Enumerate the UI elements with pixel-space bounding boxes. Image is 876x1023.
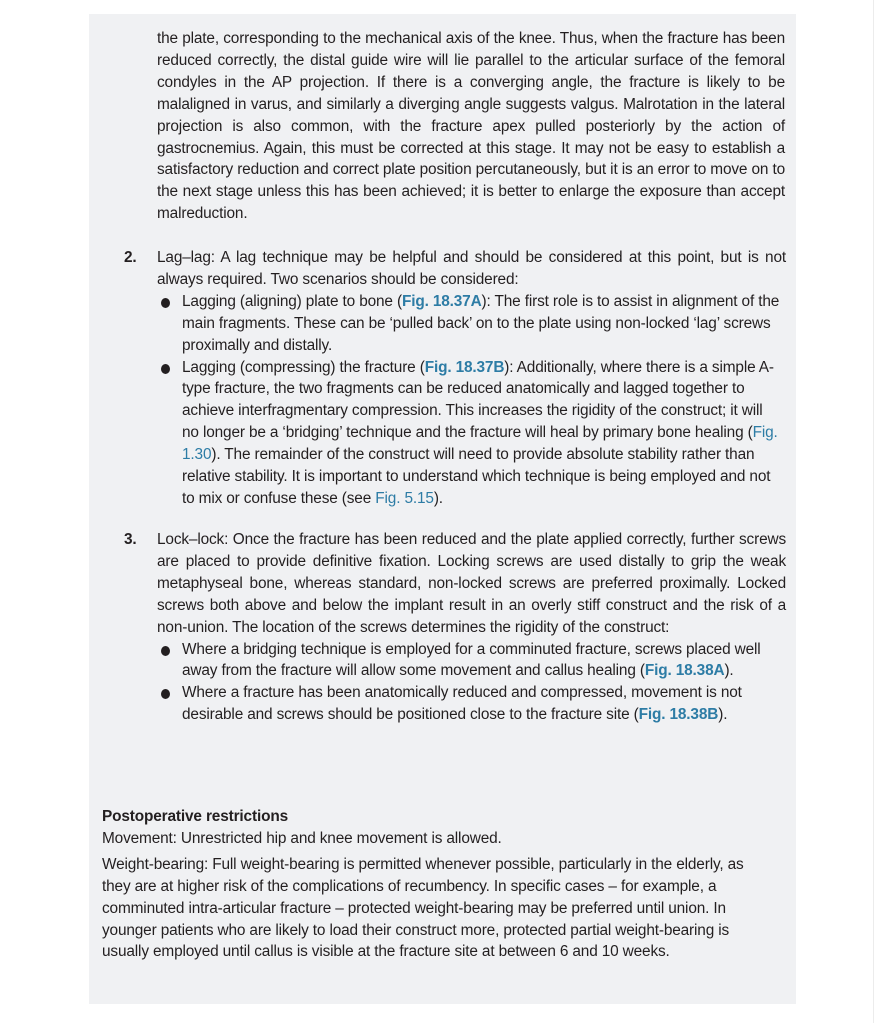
bullet-text: Where a fracture has been anatomically reduced and compressed, movement is not desirable and screws should be positioned close to the fracture site ( [182,684,742,724]
item-number: 2. [124,249,137,266]
postoperative-section [102,806,762,967]
continuation-paragraph: the plate, corresponding to the mechanical axis of the knee. Thus, when the fracture has been reduced correctly, the distal guide wire will lie parallel to the articular surface of the femoral condyles in the AP projection. If there is a converging angle, the fracture is likely to be malaligned in varus, and similarly a diverging angle suggests valgus. Malrotation in the lateral projection is also common, with the fracture apex pulled posteriorly by the action of gastrocnemius. Again, this must be corrected at this stage. It may not be easy to establish a satisfactory reduction and correct plate position percutaneously, but it is an error to move on to the next stage unless this has been achieved; it is better to enlarge the exposure than accept malreduction. [157,30,785,223]
bullet-icon [161,689,170,699]
bullet-text: ). [433,489,443,507]
bullet-text: ). [718,706,728,724]
bullet-icon [161,646,170,656]
bullet-text: Lagging (compressing) the fracture ( [182,358,425,376]
bullet-text: Lagging (aligning) plate to bone ( [182,292,402,310]
bullet-text: ). [724,662,734,680]
numbered-item-lock-lock [124,529,786,726]
bullet-item [154,357,786,510]
section-heading: Postoperative restrictions [102,808,288,825]
item-text: Lock–lock: Once the fracture has been reduced and the plate applied correctly, further screws are placed to provide definitive fixation. Locking screws are used distally to grip the weak metaphyseal bone, whereas standard, non-locked screws are preferred proximally. Locked screws both above and below the implant result in an overly stiff construct and the risk of a non-union. The location of the screws determines the rigidity of the construct: [157,531,786,636]
page-edge-rule [873,0,874,1023]
bullet-item [154,291,786,357]
weight-bearing-paragraph: Weight-bearing: Full weight-bearing is permitted whenever possible, particularly in the elderly, as they are at higher risk of the complications of recumbency. In specific cases – for example, a comminuted intra-articular fracture – protected weight-bearing may be preferred until union. In younger patients who are likely to load their construct more, protected partial weight-bearing is usually employed until callus is visible at the fracture site at between 6 and 10 weeks. [102,855,744,961]
item-text: Lag–lag: A lag technique may be helpful and should be considered at this point, but is not always required. Two scenarios should be considered: [157,249,786,288]
bullet-text: ): The first role is to assist in alignment of the main fragments. These can be ‘pulled back’ on to the plate using non-locked ‘lag’ screws proximally and distally. [182,292,780,354]
item-number: 3. [124,531,137,548]
figure-link-18-38b[interactable]: Fig. 18.38B [638,706,719,724]
bullet-text: ): Additionally, where there is a simple A-type fracture, the two fragments can be reduced anatomically and lagged together to achieve interfragmentary compression. This increases the rigidity of the construct; it will no longer be a ‘bridging’ technique and the fracture will heal by primary bone healing ( [182,358,774,442]
figure-link-5-15[interactable]: Fig. 5.15 [375,489,434,507]
bullet-icon [161,364,170,374]
figure-link-18-38a[interactable]: Fig. 18.38A [644,662,725,680]
bullet-item [154,682,786,726]
figure-link-18-37a[interactable]: Fig. 18.37A [401,292,482,310]
bullet-text: Where a bridging technique is employed for a comminuted fracture, screws placed well away from the fracture will allow some movement and callus healing ( [182,640,761,680]
bullet-icon [161,298,170,308]
figure-link-18-37b[interactable]: Fig. 18.37B [424,358,505,376]
bullet-item [154,639,786,683]
bullet-text: ). The remainder of the construct will need to provide absolute stability rather than relative stability. It is important to understand which technique is being employed and not to mix or confuse these (see [182,446,771,507]
movement-paragraph: Movement: Unrestricted hip and knee movement is allowed. [102,829,502,847]
figure-link-1-30[interactable]: Fig. 1.30 [182,424,778,464]
numbered-item-lag-lag [124,247,786,510]
